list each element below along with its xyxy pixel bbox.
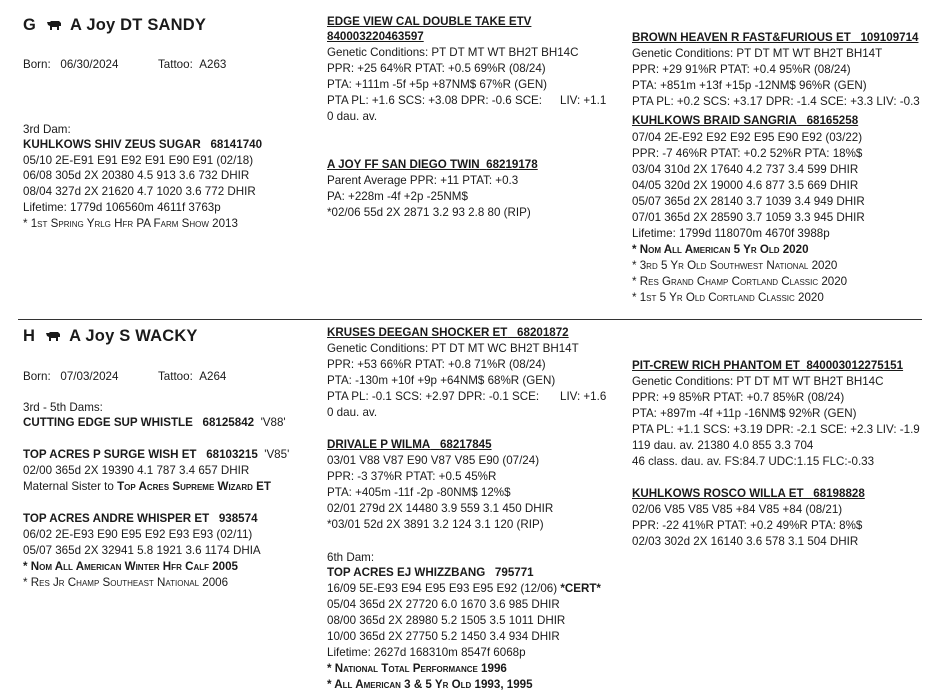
h-msire-line-5: 46 class. dau. av. FS:84.7 UDC:1.15 FLC:-0.33 [632, 455, 875, 468]
animal-g-letter: G [23, 16, 37, 34]
g-msire-line-0: Genetic Conditions: PT DT MT WT BH2T BH14T [632, 47, 883, 60]
h-dam6-line-2: 10/00 365d 2X 27750 5.2 1450 3.4 934 DHIR [327, 630, 560, 643]
h-dam6-line-3: Lifetime: 2627d 168310m 8547f 6068p [327, 646, 526, 659]
h-dams-header: 3rd - 5th Dams: [23, 401, 103, 414]
h-tattoo: Tattoo: A264 [158, 370, 227, 383]
h-dam4-name: TOP ACRES P SURGE WISH ET 68103215 'V85' [23, 448, 290, 461]
h-sire-line-1: PPR: +53 66%R PTAT: +0.8 71%R (08/24) [327, 358, 546, 371]
cow-icon [46, 20, 62, 31]
g-born: Born: 06/30/2024 [23, 58, 119, 71]
h-damline-line-0: 03/01 V88 V87 E90 V87 V85 E90 (07/24) [327, 454, 540, 467]
g-sire-id: 840003220463597 [327, 30, 424, 43]
g-tattoo: Tattoo: A263 [158, 58, 227, 71]
h-dam5-award: * Res Jr Champ Southeast National 2006 [23, 576, 229, 589]
g-granddam-line-0: 07/04 2E-E92 E92 E92 E95 E90 E92 (03/22) [632, 131, 863, 144]
g-damline-line-1: PA: +228m -4f +2p -25NM$ [327, 190, 468, 203]
h-granddam-name: KUHLKOWS ROSCO WILLA ET 68198828 [632, 487, 865, 500]
h-damline-line-1: PPR: -3 37%R PTAT: +0.5 45%R [327, 470, 497, 483]
h-dam6-award-0: * National Total Performance 1996 [327, 662, 507, 675]
h-dam6-header: 6th Dam: [327, 551, 375, 564]
h-dam5-line-1: 05/07 365d 2X 32941 5.8 1921 3.6 1174 DHIA [23, 544, 261, 557]
g-granddam-line-4: 05/07 365d 2X 28140 3.7 1039 3.4 949 DHIR [632, 195, 865, 208]
g-sire-liv: LIV: +1.1 [560, 94, 607, 107]
g-dam-line-0: 05/10 2E-E91 E91 E92 E91 E90 E91 (02/18) [23, 154, 254, 167]
h-sire-pta-pl: PTA PL: -0.1 SCS: +2.97 DPR: -0.1 SCE: [327, 390, 540, 403]
h-dam6-line-1: 08/00 365d 2X 28980 5.2 1505 3.5 1011 DHIR [327, 614, 566, 627]
g-dam-name: KUHLKOWS SHIV ZEUS SUGAR 68141740 [23, 138, 263, 151]
h-dam5-name: TOP ACRES ANDRE WHISPER ET 938574 [23, 512, 258, 525]
g-dam-line-3: Lifetime: 1779d 106560m 4611f 3763p [23, 201, 221, 214]
animal-h-letter: H [23, 327, 36, 345]
g-msire-line-2: PTA: +851m +13f +15p -12NM$ 96%R (GEN) [632, 79, 867, 92]
h-sire-line-0: Genetic Conditions: PT DT MT WC BH2T BH14T [327, 342, 579, 355]
animal-h-name: A Joy S WACKY [69, 327, 198, 345]
animal-g-title [23, 16, 206, 35]
g-sire-line-0: Genetic Conditions: PT DT MT WT BH2T BH14C [327, 46, 579, 59]
g-damline-line-2: *02/06 55d 2X 2871 3.2 93 2.8 80 (RIP) [327, 206, 531, 219]
g-granddam-line-6: Lifetime: 1799d 118070m 4670f 3988p [632, 227, 830, 240]
h-dam6-name: TOP ACRES EJ WHIZZBANG 795771 [327, 566, 534, 579]
h-born: Born: 07/03/2024 [23, 370, 119, 383]
g-sire-dau: 0 dau. av. [327, 110, 378, 123]
g-msire-line-3: PTA PL: +0.2 SCS: +3.17 DPR: -1.4 SCE: +3.3 LIV: -0.3 [632, 95, 920, 108]
g-granddam-line-3: 04/05 320d 2X 19000 4.6 877 3.5 669 DHIR [632, 179, 859, 192]
g-dam-line-2: 08/04 327d 2X 21620 4.7 1020 3.6 772 DHIR [23, 185, 256, 198]
g-dam-line-1: 06/08 305d 2X 20380 4.5 913 3.6 732 DHIR [23, 169, 250, 182]
h-sire-liv: LIV: +1.6 [560, 390, 607, 403]
h-dam3-name: CUTTING EDGE SUP WHISTLE 68125842 'V88' [23, 416, 286, 429]
g-damline-name: A JOY FF SAN DIEGO TWIN 68219178 [327, 158, 538, 171]
g-msire-name: BROWN HEAVEN R FAST&FURIOUS ET 109109714 [632, 31, 919, 44]
g-damline-line-0: Parent Average PPR: +11 PTAT: +0.3 [327, 174, 519, 187]
g-sire-line-2: PTA: +111m -5f +5p +87NM$ 67%R (GEN) [327, 78, 548, 91]
g-msire-line-1: PPR: +29 91%R PTAT: +0.4 95%R (08/24) [632, 63, 851, 76]
cow-icon [45, 331, 61, 342]
g-granddam-award-1: * Res Grand Champ Cortland Classic 2020 [632, 275, 848, 288]
h-msire-line-1: PPR: +9 85%R PTAT: +0.7 85%R (08/24) [632, 391, 845, 404]
h-msire-line-0: Genetic Conditions: PT DT MT WT BH2T BH14C [632, 375, 884, 388]
h-damline-name: DRIVALE P WILMA 68217845 [327, 438, 492, 451]
animal-g-name: A Joy DT SANDY [70, 16, 207, 34]
g-granddam-name: KUHLKOWS BRAID SANGRIA 68165258 [632, 114, 859, 127]
g-granddam-line-2: 03/04 310d 2X 17640 4.2 737 3.4 599 DHIR [632, 163, 859, 176]
g-granddam-award-bold: * Nom All American 5 Yr Old 2020 [632, 243, 809, 256]
g-granddam-line-5: 07/01 365d 2X 28590 3.7 1059 3.3 945 DHIR [632, 211, 865, 224]
h-granddam-line-1: PPR: -22 41%R PTAT: +0.2 49%R PTA: 8%$ [632, 519, 863, 532]
h-msire-line-3: PTA PL: +1.1 SCS: +3.19 DPR: -2.1 SCE: +2.3 LIV: -1.9 [632, 423, 920, 436]
g-granddam-line-1: PPR: -7 46%R PTAT: +0.2 52%R PTA: 18%$ [632, 147, 863, 160]
g-sire-line-1: PPR: +25 64%R PTAT: +0.5 69%R (08/24) [327, 62, 546, 75]
h-damline-line-4: *03/01 52d 2X 3891 3.2 124 3.1 120 (RIP) [327, 518, 544, 531]
h-sire-name: KRUSES DEEGAN SHOCKER ET 68201872 [327, 326, 569, 339]
g-dam-header: 3rd Dam: [23, 123, 71, 136]
section-divider [18, 319, 922, 320]
animal-h-title [23, 327, 198, 346]
h-granddam-line-2: 02/03 302d 2X 16140 3.6 578 3.1 504 DHIR [632, 535, 859, 548]
h-dam5-line-0: 06/02 2E-E93 E90 E95 E92 E93 E93 (02/11) [23, 528, 253, 541]
h-dam4-sister: Maternal Sister to Top Acres Supreme Wizard ET [23, 480, 271, 493]
h-msire-name: PIT-CREW RICH PHANTOM ET 840003012275151 [632, 359, 904, 372]
h-granddam-line-0: 02/06 V85 V85 V85 +84 V85 +84 (08/21) [632, 503, 843, 516]
h-dam6-award-1: * All American 3 & 5 Yr Old 1993, 1995 [327, 678, 533, 691]
h-dam5-award-bold: * Nom All American Winter Hfr Calf 2005 [23, 560, 239, 573]
h-dam6-first-line: 16/09 5E-E93 E94 E95 E93 E95 E92 (12/06) *CERT* [327, 582, 601, 595]
g-granddam-award-0: * 3rd 5 Yr Old Southwest National 2020 [632, 259, 838, 272]
g-sire-name: EDGE VIEW CAL DOUBLE TAKE ETV [327, 15, 532, 28]
h-dam6-line-0: 05/04 365d 2X 27720 6.0 1670 3.6 985 DHIR [327, 598, 560, 611]
g-dam-award: * 1st Spring Yrlg Hfr PA Farm Show 2013 [23, 217, 238, 230]
h-msire-line-4: 119 dau. av. 21380 4.0 855 3.3 704 [632, 439, 814, 452]
g-sire-pta-pl: PTA PL: +1.6 SCS: +3.08 DPR: -0.6 SCE: [327, 94, 543, 107]
h-dam4-line: 02/00 365d 2X 19390 4.1 787 3.4 657 DHIR [23, 464, 250, 477]
h-msire-line-2: PTA: +897m -4f +11p -16NM$ 92%R (GEN) [632, 407, 857, 420]
h-damline-line-2: PTA: +405m -11f -2p -80NM$ 12%$ [327, 486, 511, 499]
h-sire-dau: 0 dau. av. [327, 406, 378, 419]
h-damline-line-3: 02/01 279d 2X 14480 3.9 559 3.1 450 DHIR [327, 502, 554, 515]
h-sire-line-2: PTA: -130m +10f +9p +64NM$ 68%R (GEN) [327, 374, 556, 387]
g-granddam-award-2: * 1st 5 Yr Old Cortland Classic 2020 [632, 291, 824, 304]
